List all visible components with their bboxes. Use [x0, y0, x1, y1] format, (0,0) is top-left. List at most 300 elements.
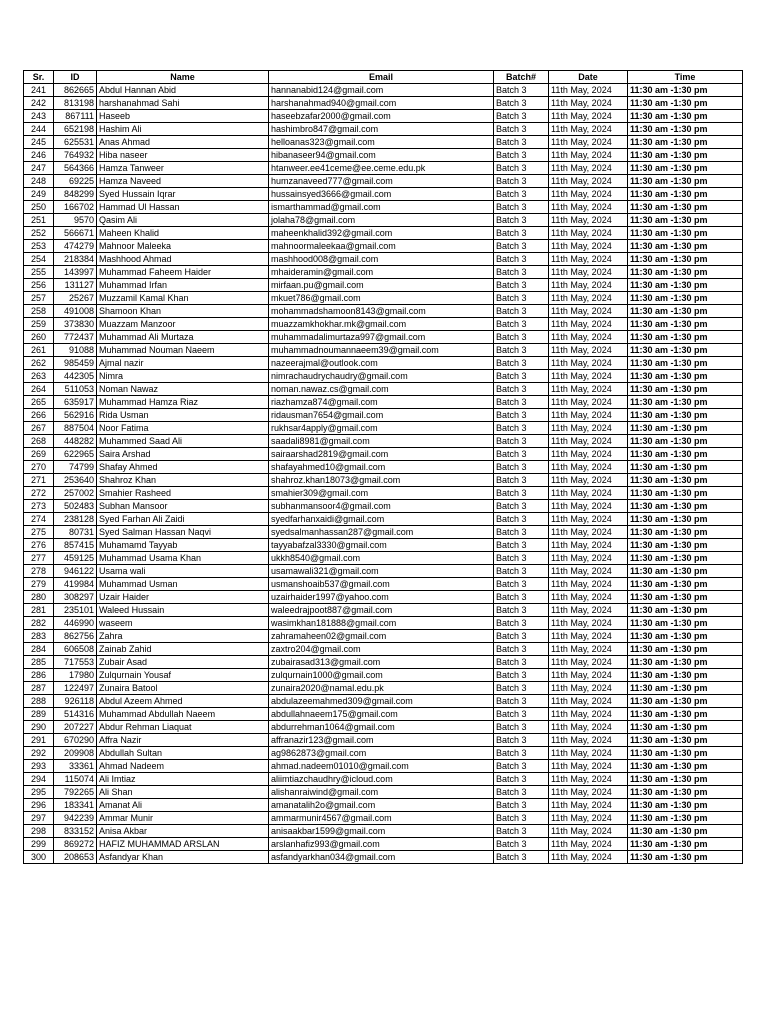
- cell-batch: Batch 3: [494, 175, 549, 188]
- cell-batch: Batch 3: [494, 136, 549, 149]
- table-row: [24, 825, 743, 838]
- cell-batch: Batch 3: [494, 201, 549, 214]
- cell-batch: Batch 3: [494, 318, 549, 331]
- cell-time: 11:30 am -1:30 pm: [628, 175, 743, 188]
- cell-sr: 291: [24, 734, 54, 747]
- table-row: [24, 175, 743, 188]
- cell-id: 143997: [54, 266, 97, 279]
- cell-time: 11:30 am -1:30 pm: [628, 214, 743, 227]
- cell-sr: 244: [24, 123, 54, 136]
- cell-batch: Batch 3: [494, 825, 549, 838]
- cell-id: 459125: [54, 552, 97, 565]
- cell-batch: Batch 3: [494, 760, 549, 773]
- cell-sr: 267: [24, 422, 54, 435]
- cell-id: 946122: [54, 565, 97, 578]
- cell-name: Syed Farhan Ali Zaidi: [97, 513, 269, 526]
- cell-batch: Batch 3: [494, 461, 549, 474]
- cell-sr: 242: [24, 97, 54, 110]
- cell-time: 11:30 am -1:30 pm: [628, 266, 743, 279]
- cell-email: alishanraiwind@gmail.com: [269, 786, 494, 799]
- cell-email: usamawali321@gmail.com: [269, 565, 494, 578]
- cell-sr: 245: [24, 136, 54, 149]
- cell-id: 74799: [54, 461, 97, 474]
- cell-id: 942239: [54, 812, 97, 825]
- cell-email: abdurrehman1064@gmail.com: [269, 721, 494, 734]
- cell-id: 122497: [54, 682, 97, 695]
- cell-id: 25267: [54, 292, 97, 305]
- cell-batch: Batch 3: [494, 227, 549, 240]
- cell-sr: 293: [24, 760, 54, 773]
- cell-date: 11th May, 2024: [549, 552, 628, 565]
- cell-email: htanweer.ee41ceme@ee.ceme.edu.pk: [269, 162, 494, 175]
- cell-name: Noor Fatima: [97, 422, 269, 435]
- cell-id: 772437: [54, 331, 97, 344]
- cell-date: 11th May, 2024: [549, 409, 628, 422]
- cell-date: 11th May, 2024: [549, 838, 628, 851]
- table-row: [24, 786, 743, 799]
- cell-time: 11:30 am -1:30 pm: [628, 110, 743, 123]
- cell-batch: Batch 3: [494, 123, 549, 136]
- cell-id: 622965: [54, 448, 97, 461]
- cell-name: Muhammad Nouman Naeem: [97, 344, 269, 357]
- cell-email: haseebzafar2000@gmail.com: [269, 110, 494, 123]
- cell-sr: 288: [24, 695, 54, 708]
- cell-email: hibanaseer94@gmail.com: [269, 149, 494, 162]
- cell-name: HAFIZ MUHAMMAD ARSLAN: [97, 838, 269, 851]
- cell-batch: Batch 3: [494, 604, 549, 617]
- cell-email: noman.nawaz.cs@gmail.com: [269, 383, 494, 396]
- cell-id: 848299: [54, 188, 97, 201]
- cell-name: Maheen Khalid: [97, 227, 269, 240]
- cell-sr: 258: [24, 305, 54, 318]
- cell-email: syedfarhanxaidi@gmail.com: [269, 513, 494, 526]
- cell-date: 11th May, 2024: [549, 500, 628, 513]
- cell-id: 253640: [54, 474, 97, 487]
- table-row: [24, 773, 743, 786]
- cell-date: 11th May, 2024: [549, 357, 628, 370]
- cell-time: 11:30 am -1:30 pm: [628, 695, 743, 708]
- table-row: [24, 656, 743, 669]
- cell-email: riazhamza874@gmail.com: [269, 396, 494, 409]
- cell-date: 11th May, 2024: [549, 786, 628, 799]
- cell-name: Muhammad Abdullah Naeem: [97, 708, 269, 721]
- cell-id: 208653: [54, 851, 97, 864]
- cell-batch: Batch 3: [494, 396, 549, 409]
- cell-time: 11:30 am -1:30 pm: [628, 357, 743, 370]
- cell-id: 235101: [54, 604, 97, 617]
- table-row: [24, 669, 743, 682]
- cell-time: 11:30 am -1:30 pm: [628, 539, 743, 552]
- cell-email: shafayahmed10@gmail.com: [269, 461, 494, 474]
- cell-name: Qasim Ali: [97, 214, 269, 227]
- cell-batch: Batch 3: [494, 786, 549, 799]
- table-row: [24, 513, 743, 526]
- cell-id: 17980: [54, 669, 97, 682]
- cell-batch: Batch 3: [494, 266, 549, 279]
- cell-sr: 283: [24, 630, 54, 643]
- cell-time: 11:30 am -1:30 pm: [628, 500, 743, 513]
- cell-sr: 271: [24, 474, 54, 487]
- header-batch: Batch#: [494, 71, 549, 84]
- cell-sr: 252: [24, 227, 54, 240]
- cell-id: 670290: [54, 734, 97, 747]
- cell-id: 308297: [54, 591, 97, 604]
- cell-date: 11th May, 2024: [549, 604, 628, 617]
- cell-time: 11:30 am -1:30 pm: [628, 383, 743, 396]
- cell-email: amanatalih2o@gmail.com: [269, 799, 494, 812]
- cell-email: hashimbro847@gmail.com: [269, 123, 494, 136]
- cell-name: Shahroz Khan: [97, 474, 269, 487]
- cell-name: Ahmad Nadeem: [97, 760, 269, 773]
- cell-email: asfandyarkhan034@gmail.com: [269, 851, 494, 864]
- cell-date: 11th May, 2024: [549, 760, 628, 773]
- cell-batch: Batch 3: [494, 708, 549, 721]
- table-row: [24, 253, 743, 266]
- table-row: [24, 370, 743, 383]
- cell-date: 11th May, 2024: [549, 422, 628, 435]
- cell-sr: 290: [24, 721, 54, 734]
- cell-time: 11:30 am -1:30 pm: [628, 487, 743, 500]
- cell-date: 11th May, 2024: [549, 487, 628, 500]
- cell-email: mkuet786@gmail.com: [269, 292, 494, 305]
- cell-date: 11th May, 2024: [549, 513, 628, 526]
- cell-time: 11:30 am -1:30 pm: [628, 838, 743, 851]
- cell-date: 11th May, 2024: [549, 448, 628, 461]
- cell-batch: Batch 3: [494, 357, 549, 370]
- table-row: [24, 97, 743, 110]
- cell-sr: 287: [24, 682, 54, 695]
- cell-batch: Batch 3: [494, 747, 549, 760]
- cell-id: 514316: [54, 708, 97, 721]
- table-row: [24, 279, 743, 292]
- table-row: [24, 84, 743, 97]
- cell-sr: 249: [24, 188, 54, 201]
- cell-date: 11th May, 2024: [549, 149, 628, 162]
- cell-id: 869272: [54, 838, 97, 851]
- cell-batch: Batch 3: [494, 448, 549, 461]
- cell-name: Shamoon Khan: [97, 305, 269, 318]
- cell-id: 562916: [54, 409, 97, 422]
- cell-sr: 262: [24, 357, 54, 370]
- cell-email: aliimtiazchaudhry@icloud.com: [269, 773, 494, 786]
- cell-time: 11:30 am -1:30 pm: [628, 123, 743, 136]
- cell-date: 11th May, 2024: [549, 175, 628, 188]
- table-row: [24, 136, 743, 149]
- table-row: [24, 396, 743, 409]
- cell-batch: Batch 3: [494, 734, 549, 747]
- cell-batch: Batch 3: [494, 422, 549, 435]
- cell-batch: Batch 3: [494, 279, 549, 292]
- cell-date: 11th May, 2024: [549, 227, 628, 240]
- cell-date: 11th May, 2024: [549, 331, 628, 344]
- schedule-table: [23, 70, 743, 864]
- cell-email: abdulazeemahmed309@gmail.com: [269, 695, 494, 708]
- cell-time: 11:30 am -1:30 pm: [628, 513, 743, 526]
- cell-date: 11th May, 2024: [549, 253, 628, 266]
- cell-batch: Batch 3: [494, 474, 549, 487]
- cell-batch: Batch 3: [494, 513, 549, 526]
- cell-email: rukhsar4apply@gmail.com: [269, 422, 494, 435]
- cell-time: 11:30 am -1:30 pm: [628, 84, 743, 97]
- cell-email: sairaarshad2819@gmail.com: [269, 448, 494, 461]
- cell-email: ismarthammad@gmail.com: [269, 201, 494, 214]
- cell-batch: Batch 3: [494, 487, 549, 500]
- cell-date: 11th May, 2024: [549, 201, 628, 214]
- cell-date: 11th May, 2024: [549, 669, 628, 682]
- cell-id: 887504: [54, 422, 97, 435]
- cell-batch: Batch 3: [494, 682, 549, 695]
- cell-name: Muzzamil Kamal Khan: [97, 292, 269, 305]
- cell-name: Haseeb: [97, 110, 269, 123]
- cell-date: 11th May, 2024: [549, 370, 628, 383]
- cell-email: subhanmansoor4@gmail.com: [269, 500, 494, 513]
- cell-email: abdullahnaeem175@gmail.com: [269, 708, 494, 721]
- cell-email: shahroz.khan18073@gmail.com: [269, 474, 494, 487]
- cell-batch: Batch 3: [494, 84, 549, 97]
- cell-time: 11:30 am -1:30 pm: [628, 422, 743, 435]
- cell-name: Zahra: [97, 630, 269, 643]
- cell-batch: Batch 3: [494, 773, 549, 786]
- cell-date: 11th May, 2024: [549, 656, 628, 669]
- cell-sr: 250: [24, 201, 54, 214]
- table-body: [24, 84, 743, 864]
- cell-email: mirfaan.pu@gmail.com: [269, 279, 494, 292]
- cell-time: 11:30 am -1:30 pm: [628, 552, 743, 565]
- cell-name: harshanahmad Sahi: [97, 97, 269, 110]
- cell-id: 862756: [54, 630, 97, 643]
- table-row: [24, 604, 743, 617]
- cell-time: 11:30 am -1:30 pm: [628, 656, 743, 669]
- cell-batch: Batch 3: [494, 383, 549, 396]
- cell-date: 11th May, 2024: [549, 825, 628, 838]
- header-date: Date: [549, 71, 628, 84]
- cell-email: mhaideramin@gmail.com: [269, 266, 494, 279]
- cell-date: 11th May, 2024: [549, 240, 628, 253]
- cell-email: hannanabid124@gmail.com: [269, 84, 494, 97]
- cell-sr: 265: [24, 396, 54, 409]
- cell-batch: Batch 3: [494, 617, 549, 630]
- cell-batch: Batch 3: [494, 643, 549, 656]
- cell-name: Muhammad Hamza Riaz: [97, 396, 269, 409]
- cell-email: helloanas323@gmail.com: [269, 136, 494, 149]
- cell-id: 373830: [54, 318, 97, 331]
- cell-sr: 299: [24, 838, 54, 851]
- cell-date: 11th May, 2024: [549, 799, 628, 812]
- cell-name: Zulqurnain Yousaf: [97, 669, 269, 682]
- cell-sr: 259: [24, 318, 54, 331]
- cell-batch: Batch 3: [494, 188, 549, 201]
- cell-sr: 298: [24, 825, 54, 838]
- table-row: [24, 721, 743, 734]
- cell-sr: 278: [24, 565, 54, 578]
- cell-id: 238128: [54, 513, 97, 526]
- cell-date: 11th May, 2024: [549, 279, 628, 292]
- cell-date: 11th May, 2024: [549, 318, 628, 331]
- cell-sr: 285: [24, 656, 54, 669]
- cell-time: 11:30 am -1:30 pm: [628, 279, 743, 292]
- cell-id: 115074: [54, 773, 97, 786]
- cell-name: Hamza Naveed: [97, 175, 269, 188]
- cell-id: 502483: [54, 500, 97, 513]
- cell-id: 218384: [54, 253, 97, 266]
- cell-batch: Batch 3: [494, 240, 549, 253]
- cell-name: Syed Salman Hassan Naqvi: [97, 526, 269, 539]
- table-row: [24, 526, 743, 539]
- cell-name: Abdul Azeem Ahmed: [97, 695, 269, 708]
- cell-batch: Batch 3: [494, 851, 549, 864]
- cell-id: 764932: [54, 149, 97, 162]
- cell-email: arslanhafiz993@gmail.com: [269, 838, 494, 851]
- header-id: ID: [54, 71, 97, 84]
- cell-batch: Batch 3: [494, 500, 549, 513]
- cell-name: Anisa Akbar: [97, 825, 269, 838]
- cell-time: 11:30 am -1:30 pm: [628, 188, 743, 201]
- cell-id: 257002: [54, 487, 97, 500]
- cell-batch: Batch 3: [494, 526, 549, 539]
- table-row: [24, 760, 743, 773]
- cell-email: ag9862873@gmail.com: [269, 747, 494, 760]
- cell-sr: 276: [24, 539, 54, 552]
- table-row: [24, 630, 743, 643]
- cell-email: saadali8981@gmail.com: [269, 435, 494, 448]
- cell-date: 11th May, 2024: [549, 734, 628, 747]
- cell-email: zulqurnain1000@gmail.com: [269, 669, 494, 682]
- cell-id: 491008: [54, 305, 97, 318]
- cell-time: 11:30 am -1:30 pm: [628, 461, 743, 474]
- cell-date: 11th May, 2024: [549, 578, 628, 591]
- cell-id: 606508: [54, 643, 97, 656]
- cell-sr: 300: [24, 851, 54, 864]
- table-row: [24, 240, 743, 253]
- cell-batch: Batch 3: [494, 552, 549, 565]
- cell-name: Nimra: [97, 370, 269, 383]
- cell-sr: 297: [24, 812, 54, 825]
- cell-email: muazzamkhokhar.mk@gmail.com: [269, 318, 494, 331]
- cell-id: 474279: [54, 240, 97, 253]
- cell-name: Muhammad Faheem Haider: [97, 266, 269, 279]
- table-row: [24, 162, 743, 175]
- cell-batch: Batch 3: [494, 149, 549, 162]
- cell-time: 11:30 am -1:30 pm: [628, 136, 743, 149]
- cell-batch: Batch 3: [494, 110, 549, 123]
- table-row: [24, 266, 743, 279]
- cell-sr: 286: [24, 669, 54, 682]
- cell-email: ridausman7654@gmail.com: [269, 409, 494, 422]
- cell-name: Muhammad Usman: [97, 578, 269, 591]
- table-header: [24, 71, 743, 84]
- cell-time: 11:30 am -1:30 pm: [628, 682, 743, 695]
- cell-sr: 260: [24, 331, 54, 344]
- cell-sr: 256: [24, 279, 54, 292]
- cell-sr: 248: [24, 175, 54, 188]
- cell-time: 11:30 am -1:30 pm: [628, 448, 743, 461]
- cell-date: 11th May, 2024: [549, 474, 628, 487]
- cell-time: 11:30 am -1:30 pm: [628, 396, 743, 409]
- cell-name: Hiba naseer: [97, 149, 269, 162]
- cell-batch: Batch 3: [494, 305, 549, 318]
- cell-id: 625531: [54, 136, 97, 149]
- cell-name: Amanat Ali: [97, 799, 269, 812]
- table-row: [24, 318, 743, 331]
- cell-batch: Batch 3: [494, 591, 549, 604]
- cell-name: waseem: [97, 617, 269, 630]
- cell-time: 11:30 am -1:30 pm: [628, 604, 743, 617]
- cell-id: 166702: [54, 201, 97, 214]
- cell-id: 442305: [54, 370, 97, 383]
- cell-time: 11:30 am -1:30 pm: [628, 643, 743, 656]
- table-row: [24, 435, 743, 448]
- table-row: [24, 851, 743, 864]
- cell-email: zaxtro204@gmail.com: [269, 643, 494, 656]
- cell-email: ahmad.nadeem01010@gmail.com: [269, 760, 494, 773]
- cell-time: 11:30 am -1:30 pm: [628, 591, 743, 604]
- cell-id: 9570: [54, 214, 97, 227]
- cell-id: 652198: [54, 123, 97, 136]
- cell-id: 448282: [54, 435, 97, 448]
- cell-date: 11th May, 2024: [549, 136, 628, 149]
- cell-id: 862665: [54, 84, 97, 97]
- cell-time: 11:30 am -1:30 pm: [628, 565, 743, 578]
- cell-email: mohammadshamoon8143@gmail.com: [269, 305, 494, 318]
- table-row: [24, 552, 743, 565]
- cell-batch: Batch 3: [494, 799, 549, 812]
- cell-sr: 266: [24, 409, 54, 422]
- cell-sr: 295: [24, 786, 54, 799]
- table-row: [24, 747, 743, 760]
- cell-id: 511053: [54, 383, 97, 396]
- table-row: [24, 734, 743, 747]
- cell-email: ammarmunir4567@gmail.com: [269, 812, 494, 825]
- cell-date: 11th May, 2024: [549, 383, 628, 396]
- cell-batch: Batch 3: [494, 721, 549, 734]
- cell-name: Abdullah Sultan: [97, 747, 269, 760]
- cell-name: Hammad Ul Hassan: [97, 201, 269, 214]
- table-row: [24, 448, 743, 461]
- cell-batch: Batch 3: [494, 331, 549, 344]
- cell-id: 207227: [54, 721, 97, 734]
- cell-sr: 263: [24, 370, 54, 383]
- cell-sr: 251: [24, 214, 54, 227]
- cell-date: 11th May, 2024: [549, 97, 628, 110]
- table-row: [24, 500, 743, 513]
- cell-sr: 282: [24, 617, 54, 630]
- cell-email: affranazir123@gmail.com: [269, 734, 494, 747]
- table-row: [24, 305, 743, 318]
- cell-sr: 261: [24, 344, 54, 357]
- cell-name: Usama wali: [97, 565, 269, 578]
- cell-batch: Batch 3: [494, 630, 549, 643]
- cell-batch: Batch 3: [494, 214, 549, 227]
- cell-date: 11th May, 2024: [549, 708, 628, 721]
- cell-name: Muhammed Saad Ali: [97, 435, 269, 448]
- table-row: [24, 292, 743, 305]
- cell-date: 11th May, 2024: [549, 526, 628, 539]
- cell-date: 11th May, 2024: [549, 305, 628, 318]
- cell-id: 717553: [54, 656, 97, 669]
- cell-email: nazeerajmal@outlook.com: [269, 357, 494, 370]
- cell-email: smahier309@gmail.com: [269, 487, 494, 500]
- cell-sr: 277: [24, 552, 54, 565]
- cell-batch: Batch 3: [494, 669, 549, 682]
- cell-sr: 269: [24, 448, 54, 461]
- cell-name: Mahnoor Maleeka: [97, 240, 269, 253]
- cell-date: 11th May, 2024: [549, 461, 628, 474]
- cell-email: hussainsyed3666@gmail.com: [269, 188, 494, 201]
- cell-email: maheenkhalid392@gmail.com: [269, 227, 494, 240]
- table-row: [24, 201, 743, 214]
- cell-batch: Batch 3: [494, 409, 549, 422]
- cell-time: 11:30 am -1:30 pm: [628, 292, 743, 305]
